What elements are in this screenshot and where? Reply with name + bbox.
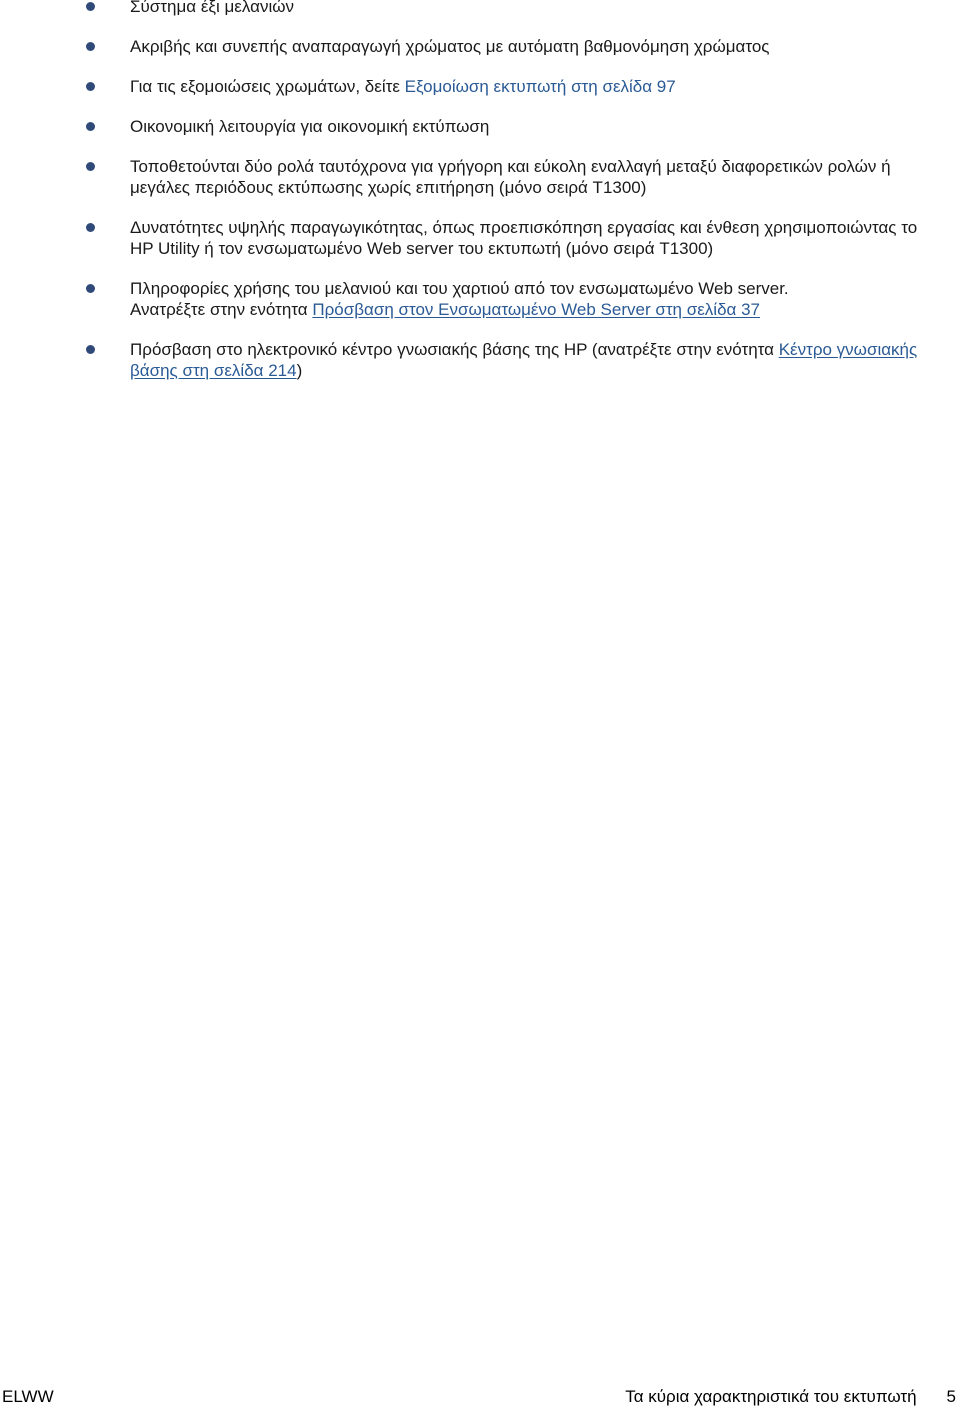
list-item-text: Οικονομική λειτουργία για οικονομική εκτύπωση (130, 117, 490, 136)
list-item-text: Δυνατότητες υψηλής παραγωγικότητας, όπως προεπισκόπηση εργασίας και ένθεση χρησιμοποιώντας το HP Utility ή τον ενσωματωμένο Web server του εκτυπωτή (μόνο σειρά T1300) (130, 218, 918, 258)
bullet-icon (86, 345, 95, 354)
footer-doc-code: ELWW (2, 1387, 54, 1406)
bullet-icon (86, 223, 95, 232)
bullet-icon (86, 162, 95, 171)
footer-right (625, 1386, 956, 1408)
list-item-text: Για τις εξομοιώσεις χρωμάτων, δείτε (130, 77, 405, 96)
footer-chapter-title: Τα κύρια χαρακτηριστικά του εκτυπωτή (625, 1387, 917, 1406)
list-item (86, 156, 926, 198)
bullet-icon (86, 284, 95, 293)
list-item (86, 0, 926, 17)
list-item-text: Πρόσβαση στο ηλεκτρονικό κέντρο γνωσιακής βάσης της HP (ανατρέξτε στην ενότητα (130, 340, 779, 359)
bullet-icon (86, 122, 95, 131)
list-item (86, 217, 926, 259)
list-item (86, 339, 926, 381)
link-knowledge-center[interactable]: Κέντρο γνωσιακής βάσης στη σελίδα 214 (130, 340, 918, 380)
list-item (86, 278, 926, 320)
list-item-text: Πληροφορίες χρήσης του μελανιού και του χαρτιού από τον ενσωματωμένο Web server. (130, 279, 789, 298)
list-item (86, 116, 926, 137)
link-embedded-web-server[interactable]: Πρόσβαση στον Ενσωματωμένο Web Server στη σελίδα 37 (312, 300, 760, 319)
footer-page-number: 5 (946, 1387, 956, 1406)
list-item (86, 76, 926, 97)
page-footer (0, 1386, 960, 1408)
list-item-text: Τοποθετούνται δύο ρολά ταυτόχρονα για γρήγορη και εύκολη εναλλαγή μεταξύ διαφορετικών ρολών ή μεγάλες περιόδους εκτύπωσης χωρίς επιτήρηση (μόνο σειρά T1300) (130, 157, 891, 197)
link-printer-emulation[interactable]: Εξομοίωση εκτυπωτή στη σελίδα 97 (404, 77, 676, 96)
list-item (86, 36, 926, 57)
bullet-icon (86, 42, 95, 51)
list-item-text: ) (296, 361, 303, 380)
feature-list (86, 0, 926, 400)
list-item-text: Ακριβής και συνεπής αναπαραγωγή χρώματος με αυτόματη βαθμονόμηση χρώματος (130, 37, 770, 56)
bullet-icon (86, 82, 95, 91)
bullet-icon (86, 2, 95, 11)
list-item-text: Σύστημα έξι μελανιών (130, 0, 294, 16)
list-item-text: Ανατρέξτε στην ενότητα (130, 300, 313, 319)
